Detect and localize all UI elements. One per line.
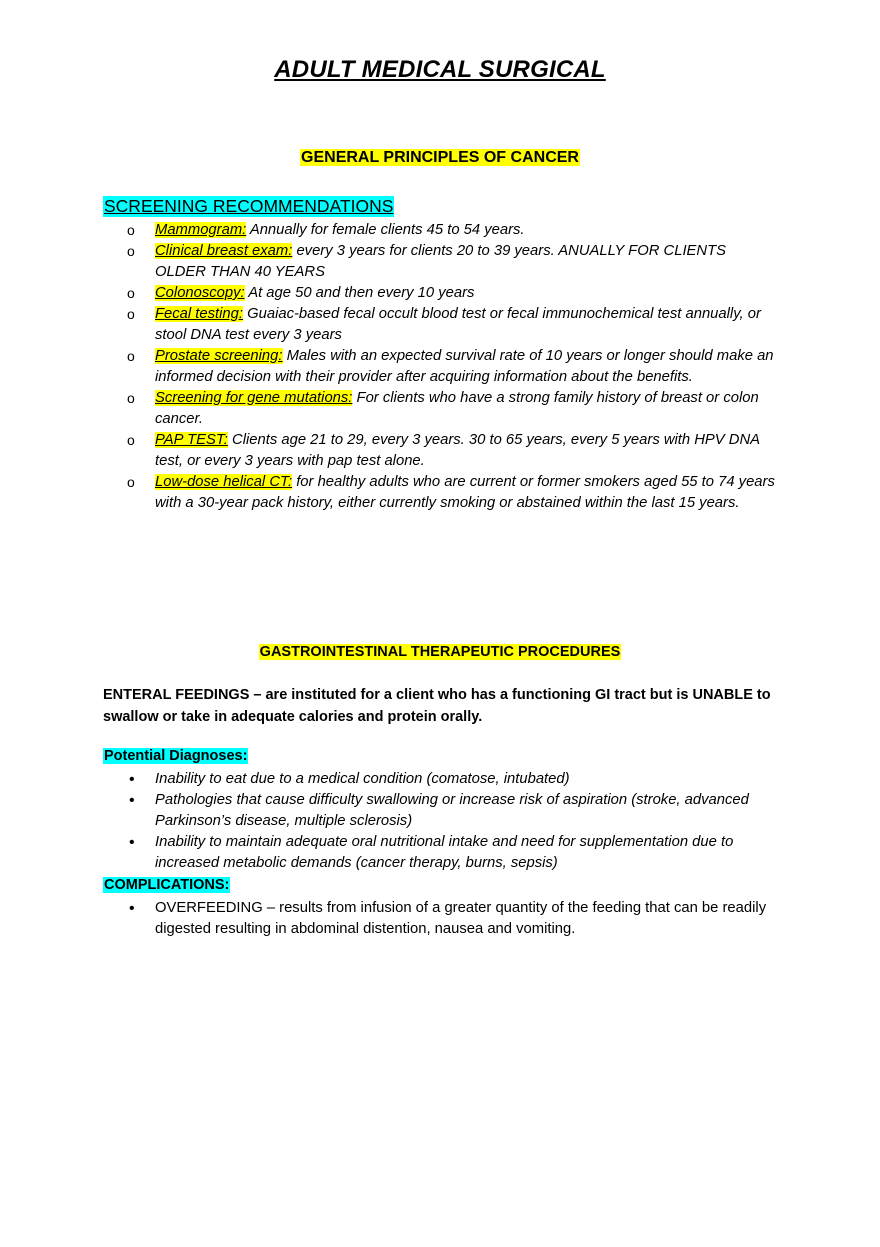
screening-text: For clients who have a strong family history of breast or colon cancer. xyxy=(155,390,759,427)
screening-text: Guaiac-based fecal occult blood test or fecal immunochemical test annually, or stool DNA test every 3 years xyxy=(155,306,761,343)
bullet-icon: • xyxy=(129,771,135,788)
screening-text: At age 50 and then every 10 years xyxy=(244,285,475,301)
list-item xyxy=(0,241,880,283)
list-item xyxy=(0,346,880,388)
list-item xyxy=(0,283,880,304)
gi-heading-text: GASTROINTESTINAL THERAPEUTIC PROCEDURES xyxy=(259,644,621,660)
list-marker: o xyxy=(127,222,135,238)
cancer-heading-text: GENERAL PRINCIPLES OF CANCER xyxy=(301,149,579,166)
list-item xyxy=(0,832,880,874)
screening-list xyxy=(0,220,880,514)
bullet-icon: • xyxy=(129,834,135,851)
screening-term: Screening for gene mutations: xyxy=(155,390,353,406)
screening-text: Clients age 21 to 29, every 3 years. 30 to 65 years, every 5 years with HPV DNA test, or every 3 years with pap test alone. xyxy=(155,432,760,469)
screening-text: every 3 years for clients 20 to 39 years. ANUALLY FOR CLIENTS OLDER THAN 40 YEARS xyxy=(155,243,727,280)
diagnoses-list xyxy=(0,769,880,874)
screening-term: Colonoscopy: xyxy=(155,285,245,301)
screening-term: PAP TEST: xyxy=(155,432,228,448)
list-item xyxy=(0,769,880,790)
list-item xyxy=(0,220,880,241)
list-marker: o xyxy=(127,348,135,364)
list-item xyxy=(0,472,880,514)
list-marker: o xyxy=(127,306,135,322)
complications-label: COMPLICATIONS: xyxy=(104,877,230,893)
screening-text: for healthy adults who are current or former smokers aged 55 to 74 years with a 30-year pack history, either currently smoking or abstained within the last 15 years. xyxy=(155,474,775,511)
list-item xyxy=(0,388,880,430)
screening-term: Mammogram: xyxy=(155,222,247,238)
list-item xyxy=(0,898,880,940)
list-marker: o xyxy=(127,390,135,406)
cancer-heading xyxy=(0,149,880,167)
diagnosis-text: Inability to maintain adequate oral nutritional intake and need for supplementation due to increased metabolic demands (cancer therapy, burns, sepsis) xyxy=(155,834,734,871)
screening-text: Annually for female clients 45 to 54 years. xyxy=(246,222,525,238)
list-marker: o xyxy=(127,474,135,490)
complication-text: OVERFEEDING – results from infusion of a greater quantity of the feeding that can be readily digested resulting in abdominal distention, nausea and vomiting. xyxy=(155,900,767,937)
list-marker: o xyxy=(127,285,135,301)
bullet-icon: • xyxy=(129,792,135,809)
screening-term: Clinical breast exam: xyxy=(155,243,293,259)
screening-term: Fecal testing: xyxy=(155,306,244,322)
list-item xyxy=(0,304,880,346)
screening-text: Males with an expected survival rate of 10 years or longer should make an informed decision with their provider after acquiring information about the benefits. xyxy=(155,348,774,385)
diagnosis-text: Pathologies that cause difficulty swallowing or increase risk of aspiration (stroke, advanced Parkinson’s disease, multiple sclerosis) xyxy=(155,792,749,829)
list-marker: o xyxy=(127,432,135,448)
list-marker: o xyxy=(127,243,135,259)
enteral-feedings-paragraph: ENTERAL FEEDINGS – are instituted for a client who has a functioning GI tract but is UNABLE to swallow or take in adequate calories and protein orally. xyxy=(103,687,771,725)
potential-diagnoses-label: Potential Diagnoses: xyxy=(104,748,248,764)
gi-heading xyxy=(0,644,880,660)
screening-term: Prostate screening: xyxy=(155,348,283,364)
document-title: ADULT MEDICAL SURGICAL xyxy=(274,56,606,83)
screening-term: Low-dose helical CT: xyxy=(155,474,293,490)
bullet-icon: • xyxy=(129,900,135,917)
screening-recommendations-label: SCREENING RECOMMENDATIONS xyxy=(104,196,394,216)
complications-list xyxy=(0,898,880,940)
list-item xyxy=(0,790,880,832)
diagnosis-text: Inability to eat due to a medical condition (comatose, intubated) xyxy=(155,771,570,787)
list-item xyxy=(0,430,880,472)
